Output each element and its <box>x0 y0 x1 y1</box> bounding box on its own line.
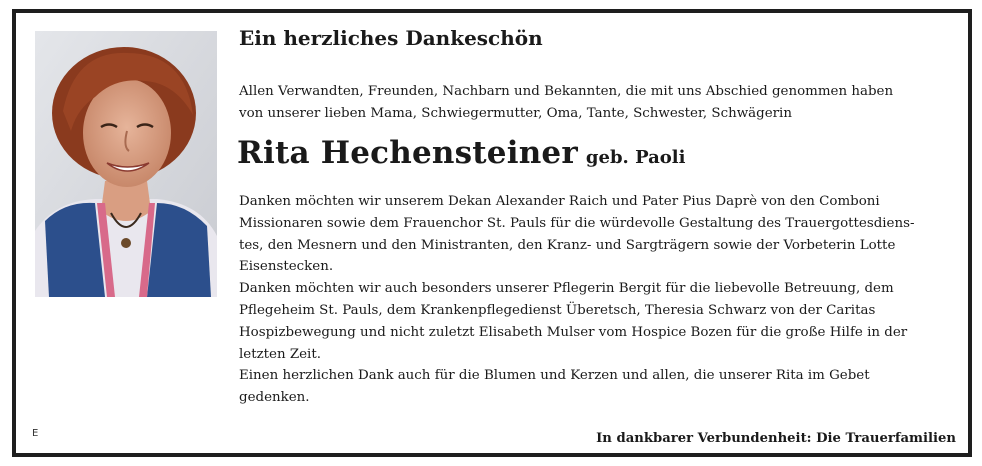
intro-line: von unserer lieben Mama, Schwiegermutter, Oma, Tante, Schwester, Schwägerin <box>239 106 792 121</box>
text-line: gedenken. <box>239 390 310 406</box>
text-line: letzten Zeit. <box>239 346 321 362</box>
corner-mark: E <box>32 428 39 439</box>
text-line: Danken möchten wir auch besonders unserer Pflegerin Bergit für die liebevolle Betreuung, dem <box>239 281 894 297</box>
obituary-notice <box>12 9 972 457</box>
deceased-name: Rita Hechensteiner <box>237 135 578 171</box>
paragraph <box>239 191 959 278</box>
text-line: tes, den Mesnern und den Ministranten, den Kranz- und Sargträgern sowie der Vorbeterin Lotte <box>239 237 896 253</box>
signature-line: In dankbarer Verbundenheit: Die Trauerfamilien <box>596 431 956 446</box>
text-line: Missionaren sowie dem Frauenchor St. Pauls für die würdevolle Gestaltung des Trauergottesdiens- <box>239 215 915 231</box>
text-line: Eisenstecken. <box>239 259 334 275</box>
text-line: Hospizbewegung und nicht zuletzt Elisabeth Mulser vom Hospice Bozen für die große Hilfe in der <box>239 324 908 340</box>
acknowledgement-text <box>239 191 959 409</box>
notice-heading: Ein herzliches Dankeschön <box>239 26 543 50</box>
intro-text <box>239 81 964 125</box>
text-line: Danken möchten wir unserem Dekan Alexander Raich und Pater Pius Daprè von den Comboni <box>239 194 880 209</box>
paragraph <box>239 278 959 365</box>
paragraph <box>239 365 959 409</box>
deceased-name-block <box>237 135 685 171</box>
text-line: Pflegeheim St. Pauls, dem Krankenpflegedienst Überetsch, Theresia Schwarz von der Caritas <box>239 302 876 318</box>
intro-line: Allen Verwandten, Freunden, Nachbarn und Bekannten, die mit uns Abschied genommen haben <box>239 84 894 99</box>
maiden-name: geb. Paoli <box>585 147 686 168</box>
portrait-photo <box>35 31 217 297</box>
text-line: Einen herzlichen Dank auch für die Blumen und Kerzen und allen, die unserer Rita im Gebet <box>239 368 870 384</box>
